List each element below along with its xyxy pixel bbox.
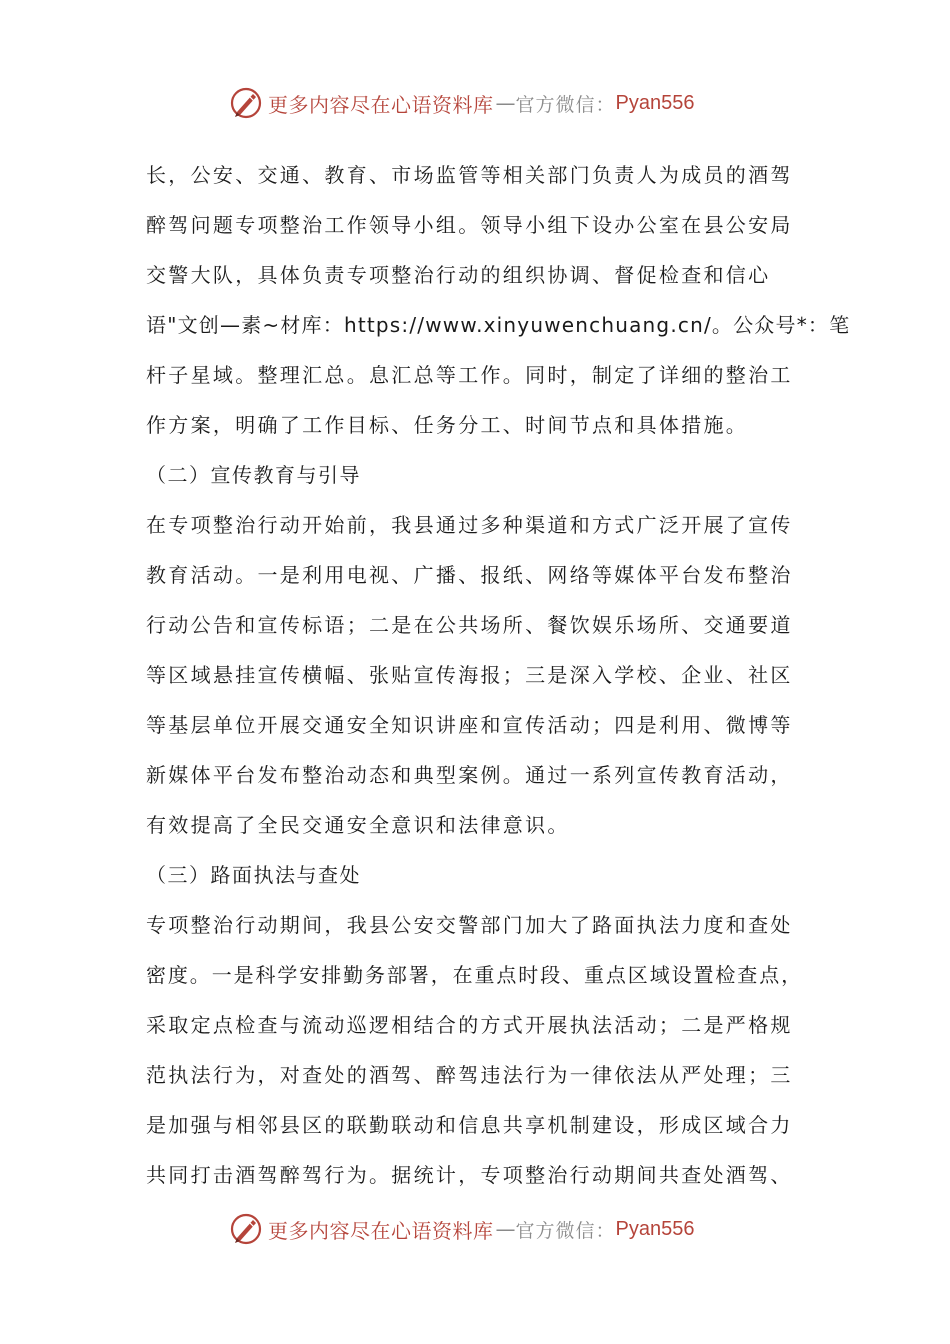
banner-dash: —: [495, 1217, 516, 1241]
document-body: [146, 150, 851, 1200]
header-banner: [228, 83, 748, 123]
banner-wechat-label: 官方微信：: [515, 1219, 616, 1242]
body-line: 专项整治行动期间，我县公安交警部门加大了路面执法力度和查处: [146, 913, 793, 937]
body-line: 交警大队，具体负责专项整治行动的组织协调、督促检查和信心: [146, 263, 771, 287]
body-line: 醉驾问题专项整治工作领导小组。领导小组下设办公室在县公安局: [146, 213, 793, 237]
body-line: 语"文创—素~材库：https://www.xinyuwenchuang.cn/。公众号*：笔: [146, 313, 851, 337]
body-line: 在专项整治行动开始前，我县通过多种渠道和方式广泛开展了宣传: [146, 513, 793, 537]
pen-logo-icon: [228, 85, 264, 121]
body-line: 范执法行为，对查处的酒驾、醉驾违法行为一律依法从严处理；三: [146, 1063, 793, 1087]
body-line: 采取定点检查与流动巡逻相结合的方式开展执法活动；二是严格规: [146, 1013, 793, 1037]
body-line: 教育活动。一是利用电视、广播、报纸、网络等媒体平台发布整治: [146, 563, 793, 587]
body-line: 有效提高了全民交通安全意识和法律意识。: [146, 813, 570, 837]
banner-title: 更多内容尽在心语资料库: [268, 1218, 494, 1243]
body-line: 是加强与相邻县区的联勤联动和信息共享机制建设，形成区域合力: [146, 1113, 793, 1137]
body-line: 共同打击酒驾醉驾行为。据统计，专项整治行动期间共查处酒驾、: [146, 1163, 793, 1187]
body-line: 等区域悬挂宣传横幅、张贴宣传海报；三是深入学校、企业、社区: [146, 663, 793, 687]
section-heading-2: （二）宣传教育与引导: [146, 463, 361, 487]
banner-title: 更多内容尽在心语资料库: [268, 92, 494, 117]
banner-wechat-id: Pyan556: [615, 91, 695, 114]
body-line: 新媒体平台发布整治动态和典型案例。通过一系列宣传教育活动，: [146, 763, 793, 787]
body-line: 密度。一是科学安排勤务部署，在重点时段、重点区域设置检查点，: [146, 963, 803, 987]
section-heading-3: （三）路面执法与查处: [146, 863, 361, 887]
footer-banner: [228, 1209, 748, 1249]
body-line: 杆子星域。整理汇总。息汇总等工作。同时，制定了详细的整治工: [146, 363, 793, 387]
body-line: 长，公安、交通、教育、市场监管等相关部门负责人为成员的酒驾: [146, 163, 793, 187]
banner-dash: —: [495, 91, 516, 115]
body-line: 作方案，明确了工作目标、任务分工、时间节点和具体措施。: [146, 413, 749, 437]
body-line: 等基层单位开展交通安全知识讲座和宣传活动；四是利用、微博等: [146, 713, 793, 737]
banner-wechat-id: Pyan556: [615, 1217, 695, 1240]
pen-logo-icon: [228, 1211, 264, 1247]
body-line: 行动公告和宣传标语；二是在公共场所、餐饮娱乐场所、交通要道: [146, 613, 793, 637]
banner-wechat-label: 官方微信：: [515, 93, 616, 116]
